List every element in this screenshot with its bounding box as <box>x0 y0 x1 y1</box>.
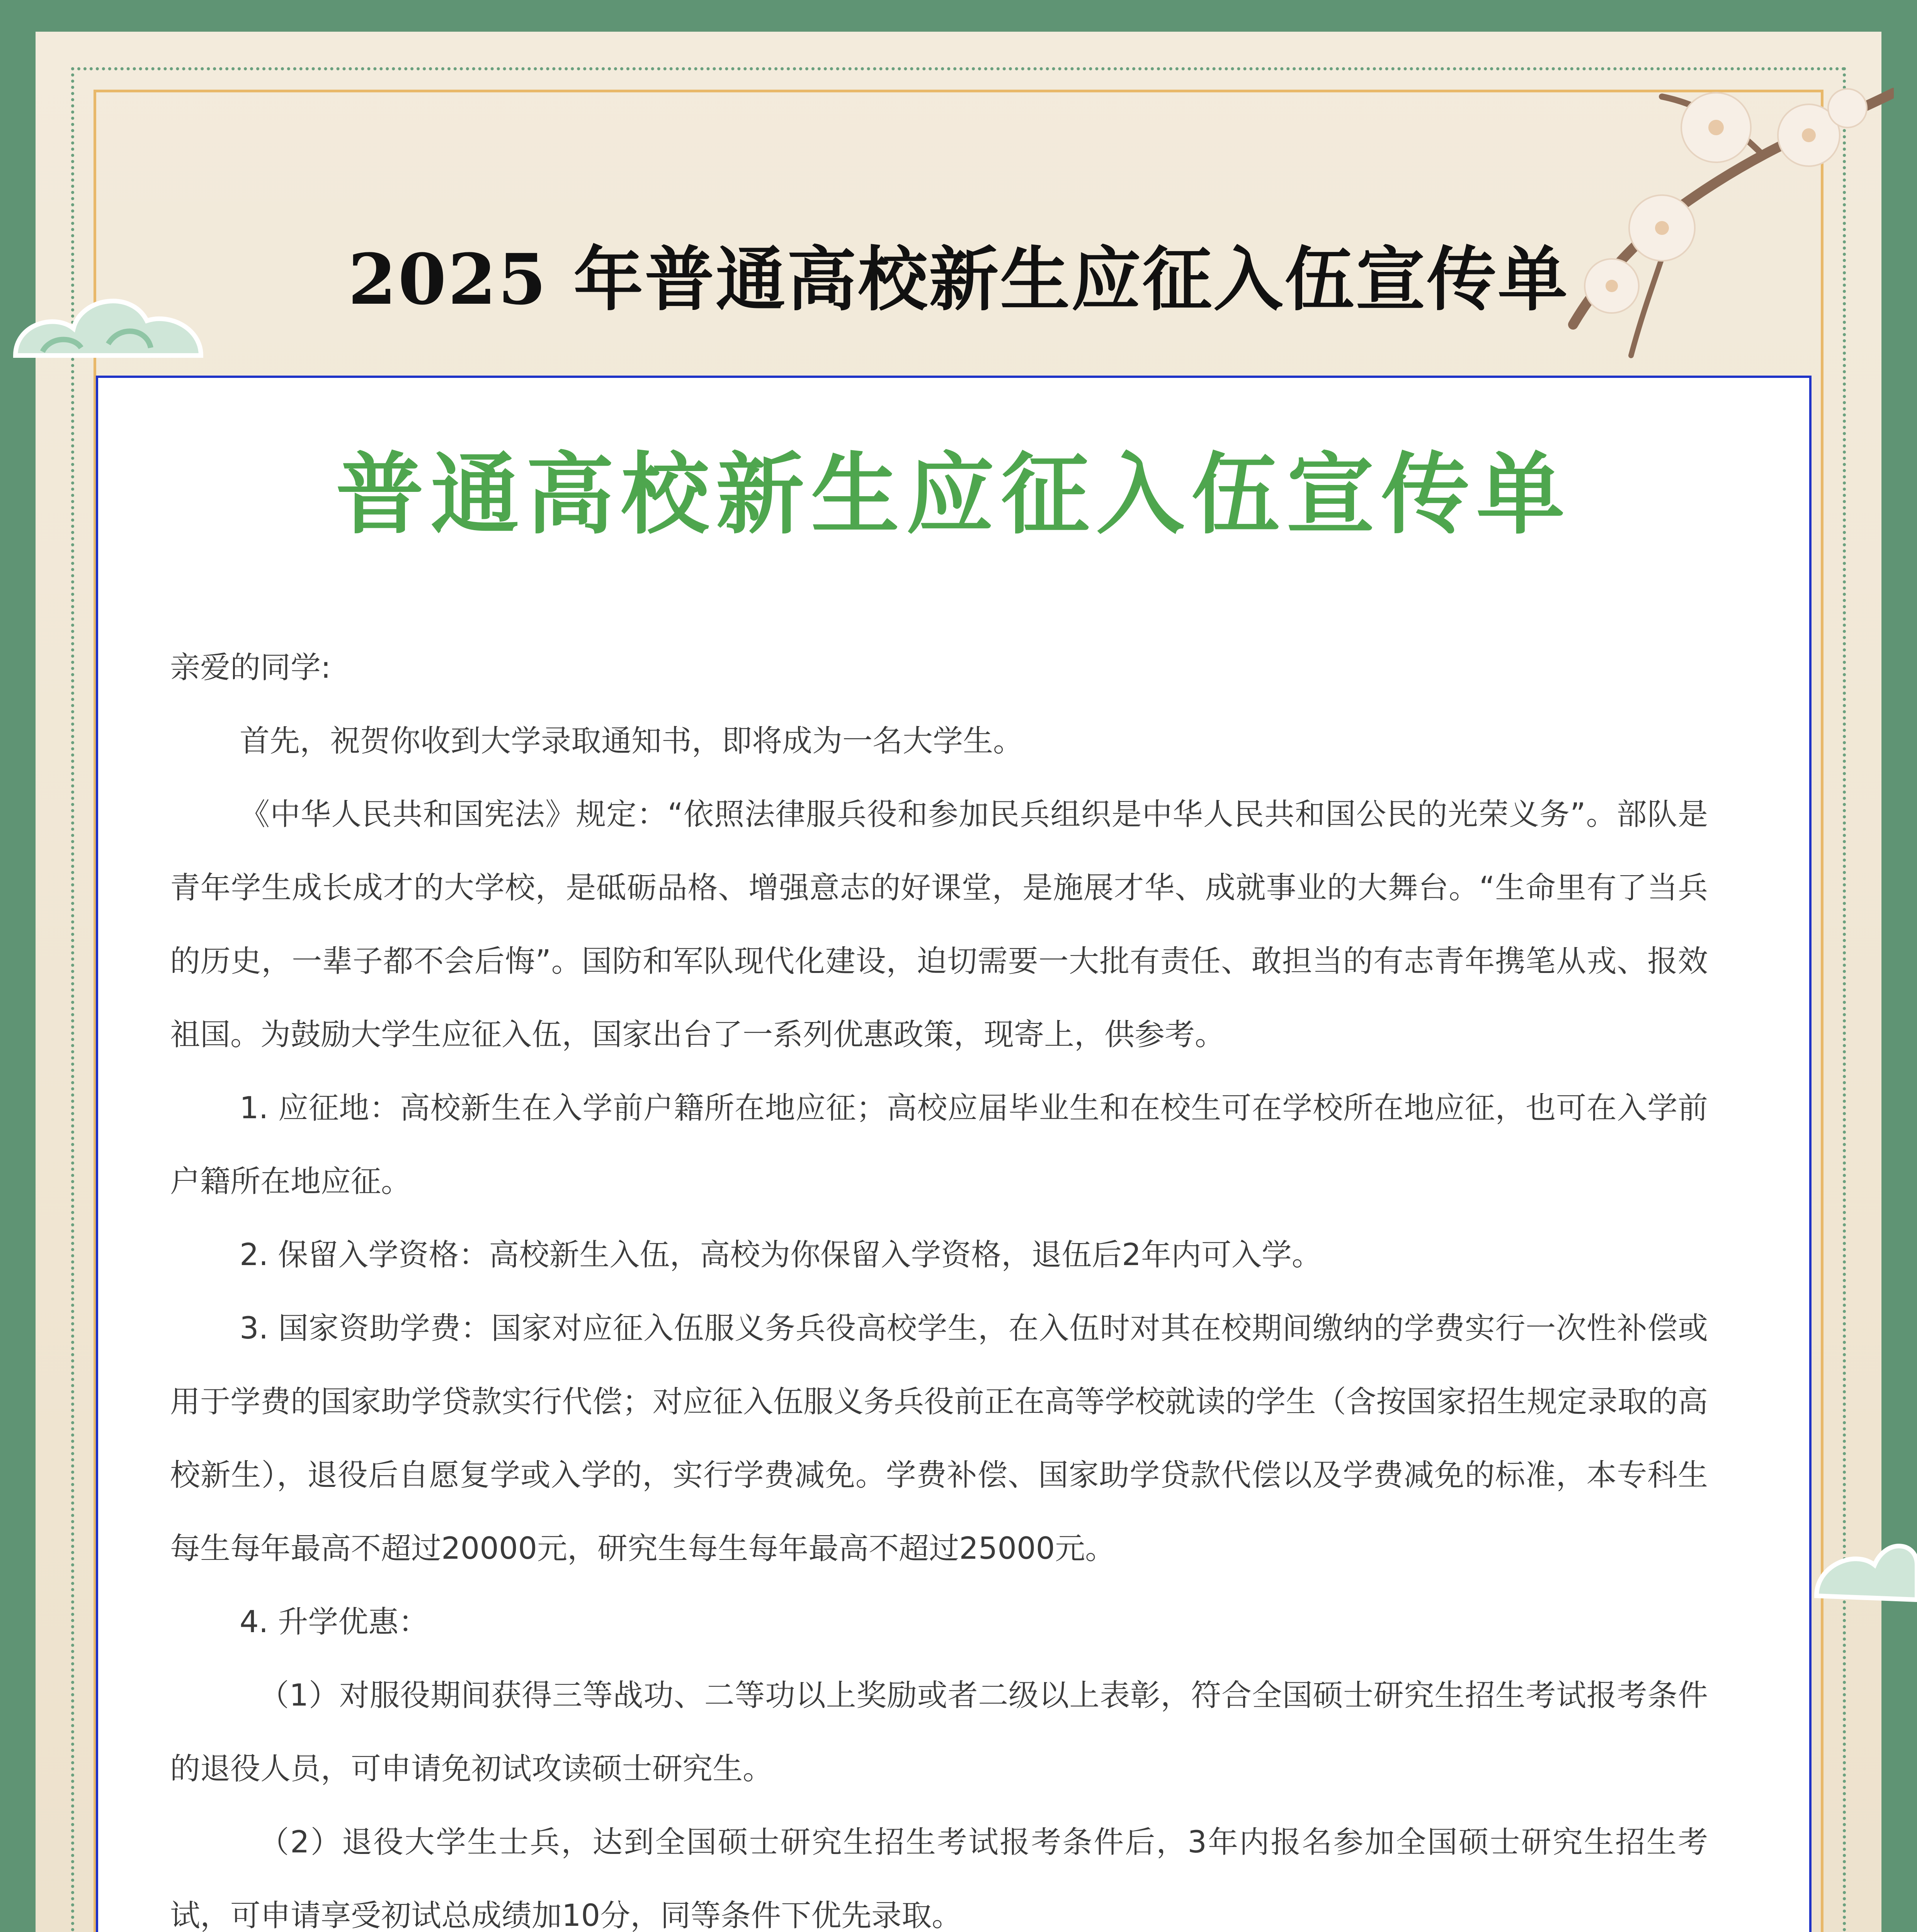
flyer-body <box>170 631 1708 1932</box>
paragraph: 2. 保留入学资格：高校新生入伍，高校为你保留入学资格，退伍后2年内可入学。 <box>240 1238 1322 1272</box>
paragraph: 4. 升学优惠： <box>240 1605 429 1639</box>
paragraph: 《中华人民共和国宪法》规定：“依照法律服兵役和参加民兵组织是中华人民共和国公民的光荣义务”。部队是青年学生成长成才的大学校，是砥砺品格、增强意志的好课堂，是施展才华、成就事业的大舞台。“生命里有了当兵的历史，一辈子都不会后悔”。国防和军队现代化建设，迫切需要一大批有责任、敢担当的有志青年携笔从戎、报效祖国。为鼓励大学生应征入伍，国家出台了一系列优惠政策，现寄上，供参考。 <box>170 797 1708 1052</box>
sub-item: （2）退役大学生士兵，达到全国硕士研究生招生考试报考条件后，3年内报名参加全国硕士研究生招生考试，可申请享受初试总成绩加10分，同等条件下优先录取。 <box>170 1825 1708 1932</box>
flyer-card <box>96 376 1812 1932</box>
paragraph: 3. 国家资助学费：国家对应征入伍服义务兵役高校学生，在入伍时对其在校期间缴纳的学费实行一次性补偿或用于学费的国家助学贷款实行代偿；对应征入伍服义务兵役前正在高等学校就读的学生（含按国家招生规定录取的高校新生），退役后自愿复学或入学的，实行学费减免。学费补偿、国家助学贷款代偿以及学费减免的标准，本专科生每生每年最高不超过20000元，研究生每生每年最高不超过25000元。 <box>170 1311 1708 1566</box>
flyer-title: 普通高校新生应征入伍宣传单 <box>336 442 1572 546</box>
paragraph: 1. 应征地：高校新生在入学前户籍所在地应征；高校应届毕业生和在校生可在学校所在地应征，也可在入学前户籍所在地应征。 <box>170 1091 1708 1199</box>
greeting: 亲爱的同学: <box>170 650 331 685</box>
auspicious-cloud-icon <box>1801 1507 1917 1623</box>
sub-item: （1）对服役期间获得三等战功、二等功以上奖励或者二级以上表彰，符合全国硕士研究生招生考试报考条件的退役人员，可申请免初试攻读硕士研究生。 <box>170 1678 1708 1786</box>
page-title: 2025 年普通高校新生应征入伍宣传单 <box>348 239 1569 320</box>
paragraph: 首先，祝贺你收到大学录取通知书，即将成为一名大学生。 <box>240 724 1024 759</box>
